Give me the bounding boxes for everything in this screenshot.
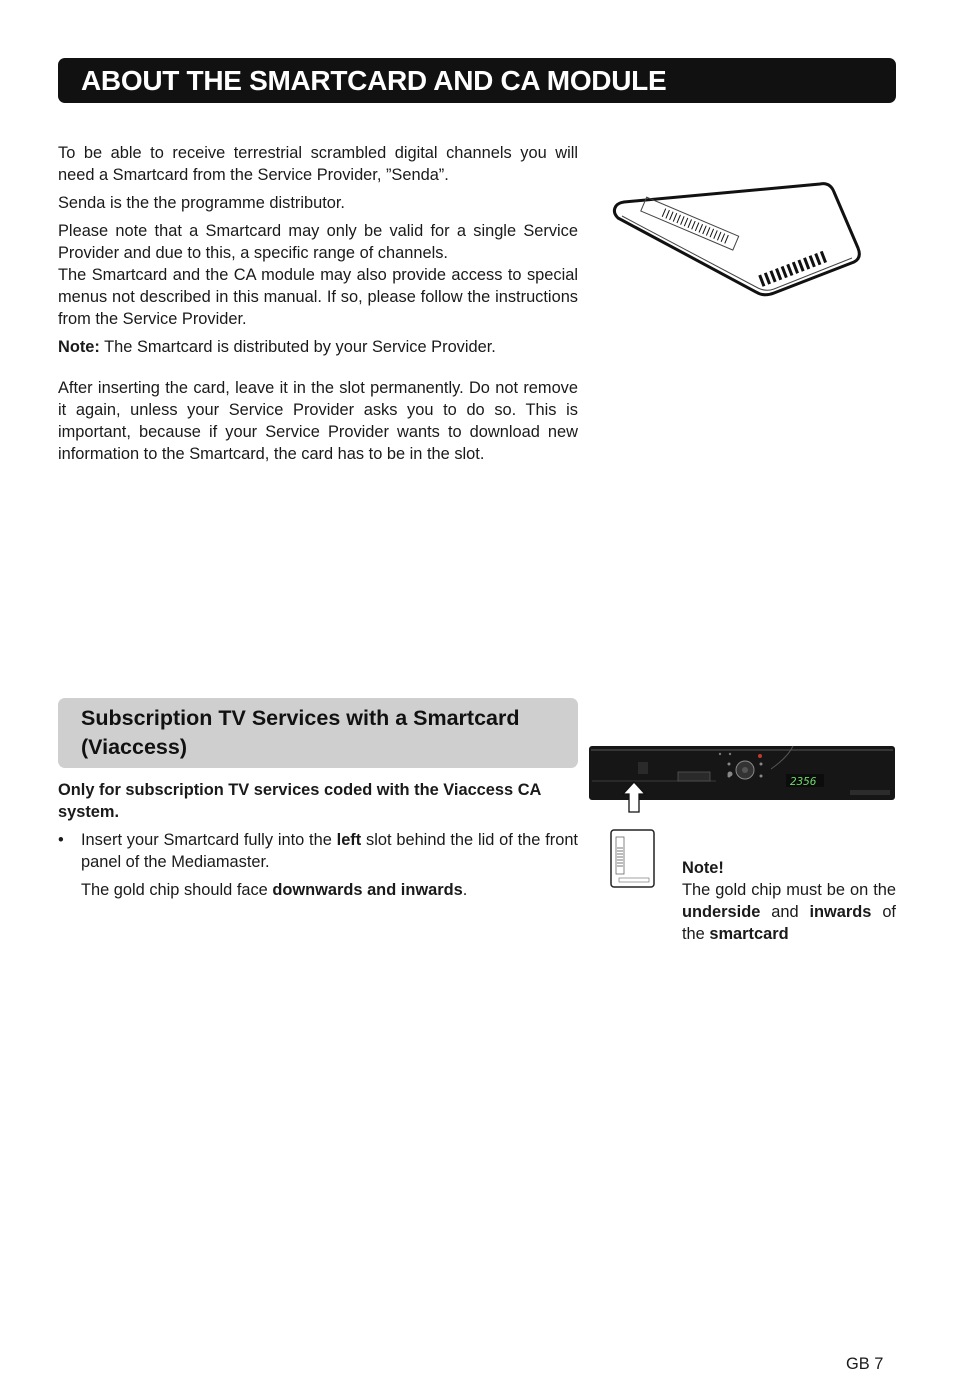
side-note-t2: and xyxy=(760,903,810,921)
side-note-b2: inwards xyxy=(809,903,872,921)
intro-paragraph-3b: The Smartcard and the CA module may also provide access to special menus not described in this manual. If so, please follow the instructions from the Service Provider. xyxy=(58,266,578,328)
page-title: ABOUT THE SMARTCARD AND CA MODULE xyxy=(81,64,667,96)
subscription-heading-line-2: (Viaccess) xyxy=(81,735,187,759)
intro-note xyxy=(58,336,578,358)
side-note-b3: smartcard xyxy=(709,925,789,943)
side-note-b1: underside xyxy=(682,903,761,921)
intro-note-label: Note: xyxy=(58,338,100,356)
after-insert-text xyxy=(58,377,578,471)
insert-instruction xyxy=(58,829,578,901)
intro-paragraph-1: To be able to receive terrestrial scrambled digital channels you will need a Smartcard from the Service Provider, ”Senda”. xyxy=(58,144,578,184)
insert-pre: Insert your Smartcard fully into the xyxy=(81,831,337,849)
bullet-symbol: • xyxy=(58,831,64,849)
intro-text xyxy=(58,142,578,364)
intro-paragraph-3 xyxy=(58,220,578,330)
side-note-body xyxy=(682,879,896,945)
receiver-display: 2356 xyxy=(790,775,817,788)
smartcard-orientation-icon xyxy=(609,828,657,890)
receiver-illustration xyxy=(588,744,898,816)
subscription-heading-bar xyxy=(58,698,578,768)
intro-paragraph-3a: Please note that a Smartcard may only be valid for a single Service Provider and due to this, a specific range of channels. xyxy=(58,222,578,262)
chip-bold: downwards and inwards xyxy=(272,881,463,899)
intro-paragraph-2: Senda is the the programme distributor. xyxy=(58,194,345,212)
side-note xyxy=(682,857,896,945)
page-number: GB 7 xyxy=(846,1355,884,1373)
chip-instruction xyxy=(81,879,578,901)
subscription-text xyxy=(58,779,578,907)
intro-note-text: The Smartcard is distributed by your Service Provider. xyxy=(99,338,496,356)
insert-bold: left xyxy=(336,831,362,849)
insert-post: slot behind the lid of the front panel of the Mediamaster. xyxy=(81,831,578,871)
subscription-lead: Only for subscription TV services coded with the Viaccess CA system. xyxy=(58,781,541,821)
insert-instruction-text xyxy=(81,829,578,873)
after-insert-paragraph: After inserting the card, leave it in the slot permanently. Do not remove it again, unless your Service Provider asks you to do so. This is important, because if your Service Provider wants to download new information to the Smartcard, the card has to be in the slot. xyxy=(58,379,578,463)
side-note-t3: of the xyxy=(682,903,896,943)
smartcard-illustration xyxy=(606,178,862,298)
chip-post: . xyxy=(462,881,468,899)
side-note-title: Note! xyxy=(682,859,724,877)
chip-pre: The gold chip should face xyxy=(81,881,273,899)
section-title-bar xyxy=(58,58,896,103)
subscription-heading-line-1: Subscription TV Services with a Smartcard xyxy=(81,706,520,730)
side-note-t1: The gold chip must be on the xyxy=(682,881,896,899)
